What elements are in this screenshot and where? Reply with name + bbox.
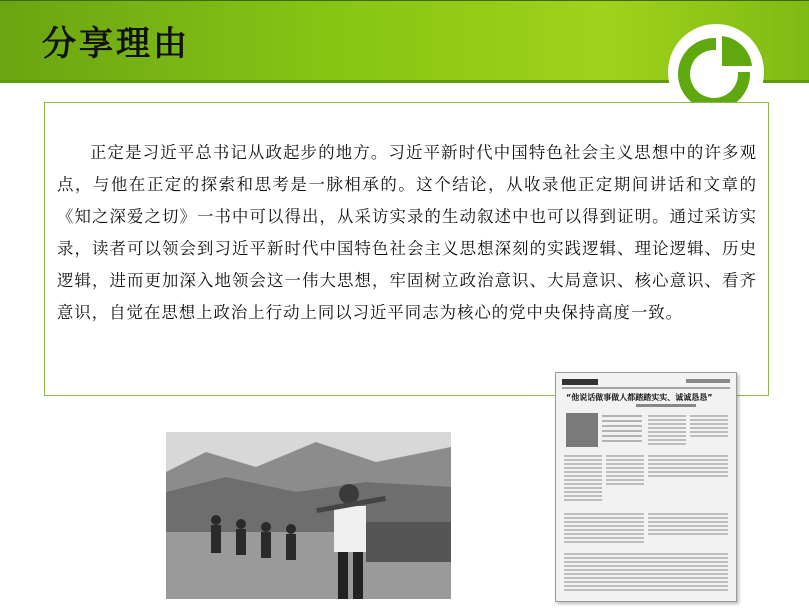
newspaper-clipping [555,372,737,602]
historical-photo [166,432,451,599]
newspaper-headline: “他说话做事做人都踏踏实实、诚诚恳恳” [566,393,713,402]
reason-text-box [44,102,769,396]
slide-title: 分享理由 [42,24,190,64]
reason-paragraph: 正定是习近平总书记从政起步的地方。习近平新时代中国特色社会主义思想中的许多观点，与他在正定的探索和思考是一脉相承的。这个结论，从收录他正定期间讲话和文章的《知之深爱之切》一书中可以得出，从采访实录的生动叙述中也可以得到证明。通过采访实录，读者可以领会到习近平新时代中国特色社会主义思想深刻的实践逻辑、理论逻辑、历史逻辑，进而更加深入地领会这一伟大思想，牢固树立政治意识、大局意识、核心意识、看齐意识，自觉在思想上政治上行动上同以习近平同志为核心的党中央保持高度一致。 [57,143,757,322]
photo-illustration [166,432,451,599]
newspaper-page-clipping-icon [556,373,736,601]
